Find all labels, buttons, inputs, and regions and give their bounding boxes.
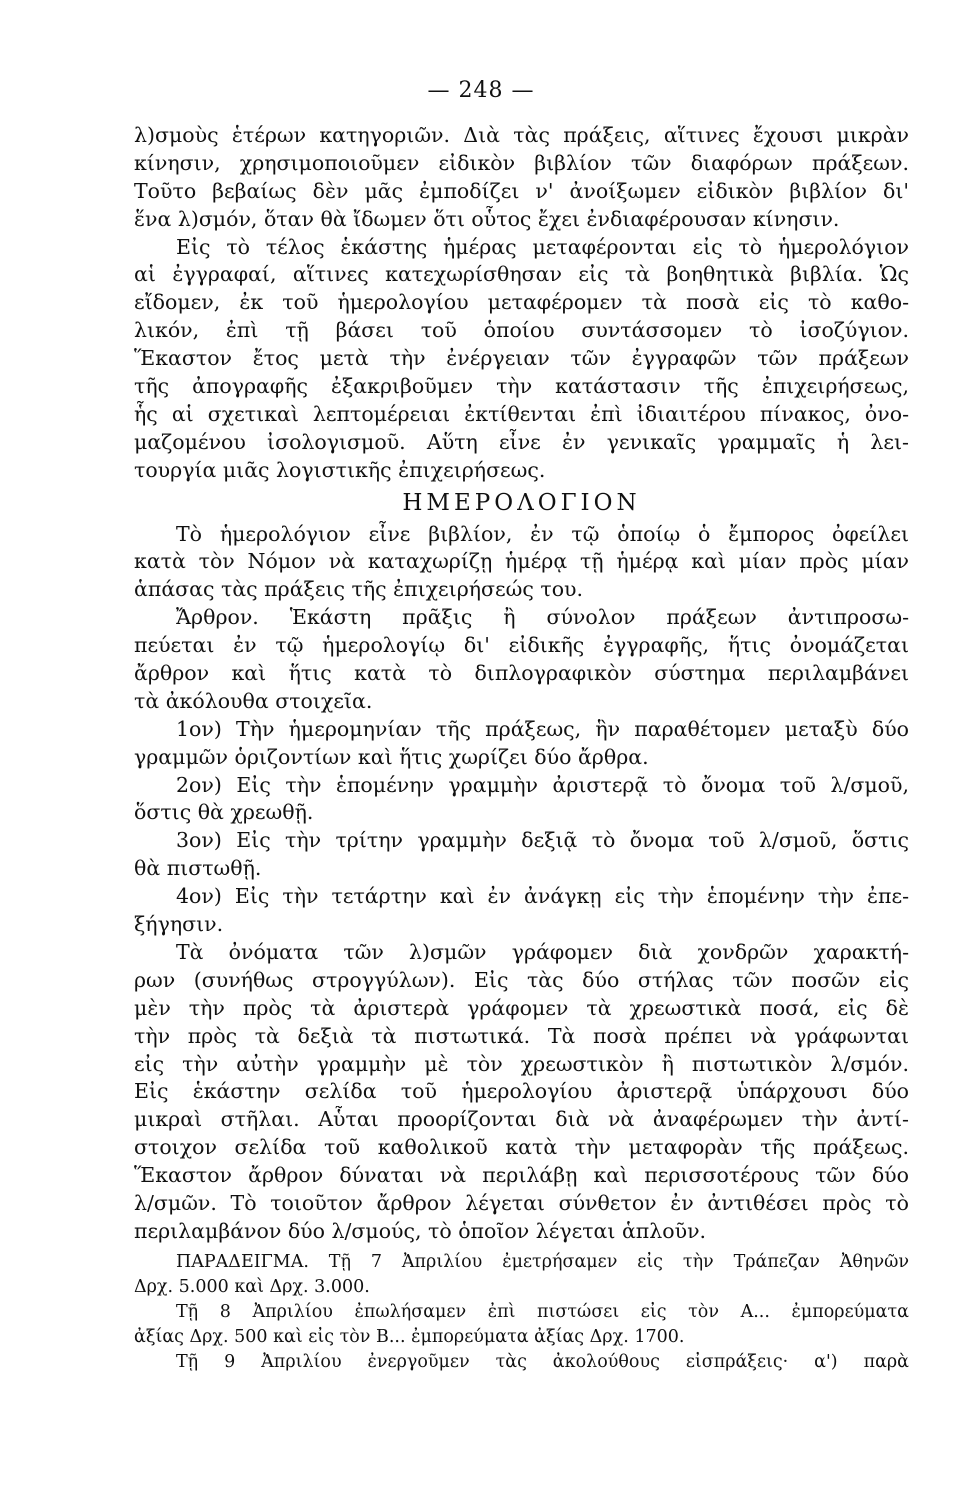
text-line: περιλαμβάνον δύο λ/σμούς, τὸ ὁποῖον λέγεται ἁπλοῦν. xyxy=(134,1218,707,1243)
list-item-line: θὰ πιστωθῇ. xyxy=(134,856,262,881)
text-line: τουργία μιᾶς λογιστικῆς ἐπιχειρήσεως. xyxy=(134,457,546,482)
text-line: ἕνα λ)σμόν, ὅταν θὰ ἴδωμεν ὅτι οὗτος ἔχει ἐνδιαφέρουσαν κίνησιν. xyxy=(134,206,840,231)
example-line: Δρχ. 5.000 καὶ Δρχ. 3.000. xyxy=(134,1276,370,1297)
text-line: ἁπάσας τὰς πράξεις τῆς ἐπιχειρήσεώς του. xyxy=(134,577,584,602)
text-line: Ἕκαστον ἄρθρον δύναται νὰ περιλάβῃ καὶ περισσοτέρους τῶν δύο xyxy=(134,1163,909,1188)
text-line: Τὰ ὀνόματα τῶν λ)σμῶν γράφομεν διὰ χονδρῶν χαρακτή- xyxy=(176,939,909,964)
text-line: τῆς ἀπογραφῆς ἐξακριβοῦμεν τὴν κατάστασιν τῆς ἐπιχειρήσεως, xyxy=(134,374,909,399)
text-line: Τοῦτο βεβαίως δὲν μᾶς ἐμποδίζει ν' ἀνοίξωμεν εἰδικὸν βιβλίον δι' xyxy=(134,178,909,203)
example-block xyxy=(134,1250,909,1375)
section-heading: ΗΜΕΡΟΛΟΓΙΟΝ xyxy=(402,489,641,516)
text-line: αἱ ἐγγραφαί, αἵτινες κατεχωρίσθησαν εἰς τὰ βοηθητικὰ βιβλία. Ὡς xyxy=(134,262,909,287)
text-line: μαζομένου ἰσολογισμοῦ. Αὕτη εἶνε ἐν γενικαῖς γραμμαῖς ἡ λει- xyxy=(134,429,909,454)
text-line: Ἄρθρον. Ἑκάστη πρᾶξις ἢ σύνολον πράξεων ἀντιπροσω- xyxy=(176,605,909,630)
text-line: πεύεται ἐν τῷ ἡμερολογίῳ δι' εἰδικῆς ἐγγραφῆς, ἥτις ὀνομάζεται xyxy=(134,633,909,658)
text-line: εἰς τὴν αὐτὴν γραμμὴν μὲ τὸν χρεωστικὸν ἢ πιστωτικὸν λ/σμόν. xyxy=(134,1051,909,1076)
example-line: Τῇ 8 Ἀπριλίου ἐπωλήσαμεν ἐπὶ πιστώσει εἰς τὸν Α... ἐμπορεύματα xyxy=(176,1301,909,1322)
page-number: — 248 — xyxy=(427,78,535,103)
text-line: μὲν τὴν πρὸς τὰ ἀριστερὰ γράφομεν τὰ χρεωστικὰ ποσά, εἰς δὲ xyxy=(134,995,909,1020)
text-line: κίνησιν, χρησιμοποιοῦμεν εἰδικὸν βιβλίον τῶν διαφόρων πράξεων. xyxy=(134,150,909,175)
text-line: μικραὶ στῆλαι. Αὗται προορίζονται διὰ νὰ ἀναφέρωμεν τὴν ἀντί- xyxy=(134,1107,909,1132)
text-line: ἄρθρον καὶ ἥτις κατὰ τὸ διπλογραφικὸν σύστημα περιλαμβάνει xyxy=(134,661,909,686)
text-line: Εἰς ἑκάστην σελίδα τοῦ ἡμερολογίου ἀριστερᾷ ὑπάρχουσι δύο xyxy=(134,1079,909,1104)
example-line: ΠΑΡΑΔΕΙΓΜΑ. Τῇ 7 Ἀπριλίου ἐμετρήσαμεν εἰς τὴν Τράπεζαν Ἀθηνῶν xyxy=(176,1251,909,1272)
text-line: κατὰ τὸν Νόμον νὰ καταχωρίζῃ ἡμέρᾳ τῇ ἡμέρᾳ καὶ μίαν πρὸς μίαν xyxy=(134,549,909,574)
text-line: εἴδομεν, ἐκ τοῦ ἡμερολογίου μεταφέρομεν τὰ ποσὰ εἰς τὸ καθο- xyxy=(134,290,909,315)
text-line: ἧς αἱ σχετικαὶ λεπτομέρειαι ἐκτίθενται ἐπὶ ἰδιαιτέρου πίνακος, ὀνο- xyxy=(134,401,909,426)
text-line: Εἰς τὸ τέλος ἑκάστης ἡμέρας μεταφέρονται εἰς τὸ ἡμερολόγιον xyxy=(176,234,909,259)
list-item-line: 1ον) Τὴν ἡμερομηνίαν τῆς πράξεως, ἣν παραθέτομεν μεταξὺ δύο xyxy=(176,716,909,741)
page-body xyxy=(134,122,909,1375)
list-item-line: 2ον) Εἰς τὴν ἑπομένην γραμμὴν ἀριστερᾷ τὸ ὄνομα τοῦ λ/σμοῦ, xyxy=(176,772,909,797)
text-line: τὰ ἀκόλουθα στοιχεῖα. xyxy=(134,688,373,713)
list-item-line: ὅστις θὰ χρεωθῇ. xyxy=(134,800,314,825)
list-item-line: 3ον) Εἰς τὴν τρίτην γραμμὴν δεξιᾷ τὸ ὄνομα τοῦ λ/σμοῦ, ὅστις xyxy=(176,828,909,853)
text-line: Τὸ ἡμερολόγιον εἶνε βιβλίον, ἐν τῷ ὁποίῳ ὁ ἔμπορος ὀφείλει xyxy=(176,521,909,546)
example-line: ἀξίας Δρχ. 500 καὶ εἰς τὸν Β... ἐμπορεύματα ἀξίας Δρχ. 1700. xyxy=(134,1326,685,1347)
list-item-line: γραμμῶν ὁριζοντίων καὶ ἥτις χωρίζει δύο ἄρθρα. xyxy=(134,744,649,769)
example-line: Τῇ 9 Ἀπριλίου ἐνεργοῦμεν τὰς ἀκολούθους εἰσπράξεις· α') παρὰ xyxy=(176,1351,909,1372)
list-item-line: ξήγησιν. xyxy=(134,912,224,937)
text-line: λ/σμῶν. Τὸ τοιοῦτον ἄρθρον λέγεται σύνθετον ἐν ἀντιθέσει πρὸς τὸ xyxy=(134,1190,909,1215)
text-line: Ἕκαστον ἔτος μετὰ τὴν ἐνέργειαν τῶν ἐγγραφῶν τῶν πράξεων xyxy=(134,346,909,371)
list-item-line: 4ον) Εἰς τὴν τετάρτην καὶ ἐν ἀνάγκῃ εἰς τὴν ἑπομένην τὴν ἐπε- xyxy=(176,884,909,909)
text-line: στοιχον σελίδα τοῦ καθολικοῦ κατὰ τὴν μεταφορὰν τῆς πράξεως. xyxy=(134,1135,909,1160)
text-line: ρων (συνήθως στρογγύλων). Εἰς τὰς δύο στήλας τῶν ποσῶν εἰς xyxy=(134,967,909,992)
text-line: τὴν πρὸς τὰ δεξιὰ τὰ πιστωτικά. Τὰ ποσὰ πρέπει νὰ γράφωνται xyxy=(134,1023,909,1048)
text-line: λικόν, ἐπὶ τῇ βάσει τοῦ ὁποίου συντάσσομεν τὸ ἰσοζύγιον. xyxy=(134,318,909,343)
text-line: λ)σμοὺς ἑτέρων κατηγοριῶν. Διὰ τὰς πράξεις, αἵτινες ἔχουσι μικρὰν xyxy=(134,123,909,147)
